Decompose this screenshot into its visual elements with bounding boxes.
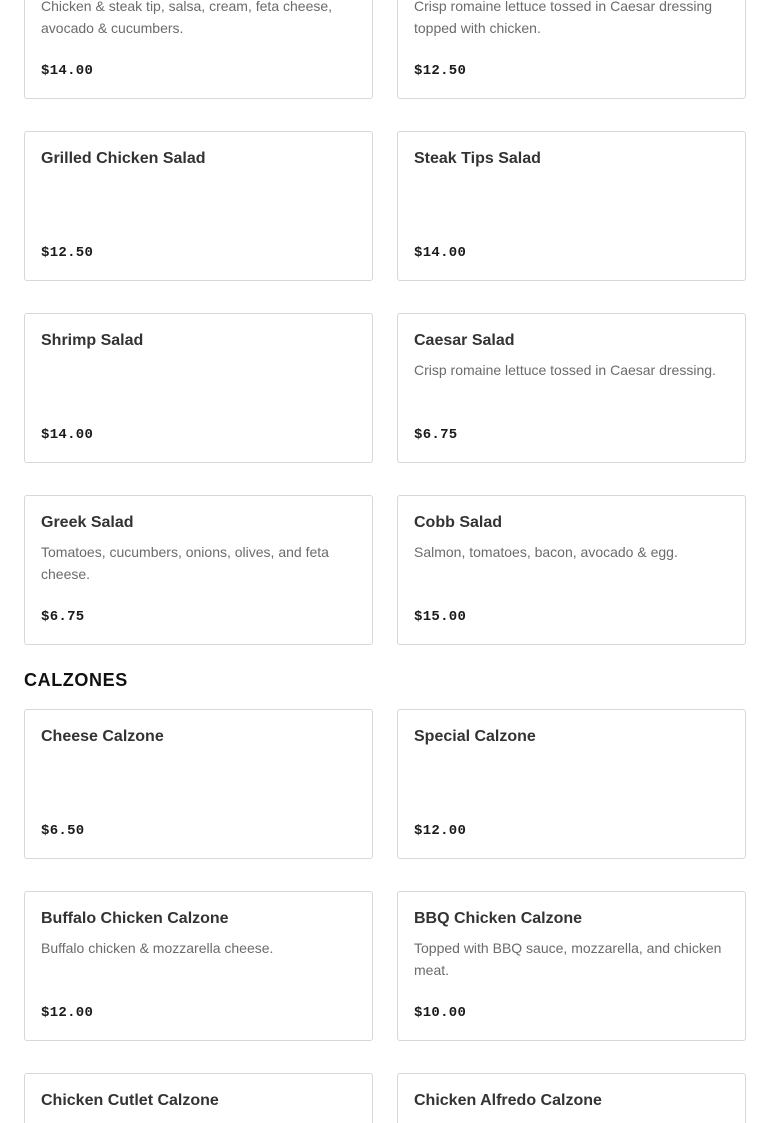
menu-item-description: Crisp romaine lettuce tossed in Caesar dressing. bbox=[414, 362, 716, 378]
menu-item-card[interactable] bbox=[397, 891, 746, 1041]
menu-item-price: $12.00 bbox=[414, 823, 467, 839]
menu-item-description: Tomatoes, cucumbers, onions, olives, and feta cheese. bbox=[41, 544, 329, 582]
menu-item-card[interactable] bbox=[397, 495, 746, 645]
menu-item-price: $6.50 bbox=[41, 823, 85, 839]
menu-item-card[interactable] bbox=[24, 131, 373, 281]
menu-item-description: Chicken & steak tip, salsa, cream, feta cheese, avocado & cucumbers. bbox=[41, 0, 333, 36]
menu-item-card[interactable] bbox=[397, 0, 746, 99]
menu-item-card[interactable] bbox=[24, 313, 373, 463]
menu-item-card[interactable] bbox=[397, 1073, 746, 1123]
menu-item-name: Greek Salad bbox=[41, 514, 134, 531]
menu-item-price: $12.50 bbox=[414, 63, 467, 79]
menu-item-description: Topped with BBQ sauce, mozzarella, and chicken meat. bbox=[414, 940, 722, 978]
menu-item-name: Chicken Cutlet Calzone bbox=[41, 1092, 219, 1109]
menu-item-price: $15.00 bbox=[414, 609, 467, 625]
menu-item-card[interactable] bbox=[24, 495, 373, 645]
menu-item-card[interactable] bbox=[397, 709, 746, 859]
menu-item-name: Steak Tips Salad bbox=[414, 150, 541, 167]
menu-item-description: Crisp romaine lettuce tossed in Caesar dressing topped with chicken. bbox=[414, 0, 713, 36]
menu-item-price: $6.75 bbox=[414, 427, 458, 443]
menu-item-card[interactable] bbox=[24, 891, 373, 1041]
menu-item-price: $6.75 bbox=[41, 609, 85, 625]
section-title-calzones: CALZONES bbox=[24, 670, 128, 690]
menu-item-card[interactable] bbox=[397, 313, 746, 463]
menu-item-card[interactable] bbox=[24, 1073, 373, 1123]
menu-item-name: Cheese Calzone bbox=[41, 728, 164, 745]
menu-item-name: Shrimp Salad bbox=[41, 332, 144, 349]
menu-item-name: Cobb Salad bbox=[414, 514, 503, 531]
menu-item-name: BBQ Chicken Calzone bbox=[414, 910, 583, 927]
menu-item-name: Caesar Salad bbox=[414, 332, 515, 349]
menu-item-card[interactable] bbox=[24, 0, 373, 99]
menu-item-card[interactable] bbox=[397, 131, 746, 281]
menu-item-name: Chicken Alfredo Calzone bbox=[414, 1092, 602, 1109]
menu-item-card[interactable] bbox=[24, 709, 373, 859]
menu-item-description: Buffalo chicken & mozzarella cheese. bbox=[41, 940, 274, 956]
menu-item-price: $14.00 bbox=[41, 427, 94, 443]
menu-item-price: $12.00 bbox=[41, 1005, 94, 1021]
menu-item-price: $12.50 bbox=[41, 245, 94, 261]
menu-item-name: Buffalo Chicken Calzone bbox=[41, 910, 229, 927]
menu-item-price: $14.00 bbox=[41, 63, 94, 79]
menu-item-price: $14.00 bbox=[414, 245, 467, 261]
menu-item-name: Special Calzone bbox=[414, 728, 536, 745]
menu-item-name: Grilled Chicken Salad bbox=[41, 150, 206, 167]
menu-item-price: $10.00 bbox=[414, 1005, 467, 1021]
menu-item-description: Salmon, tomatoes, bacon, avocado & egg. bbox=[414, 544, 678, 560]
